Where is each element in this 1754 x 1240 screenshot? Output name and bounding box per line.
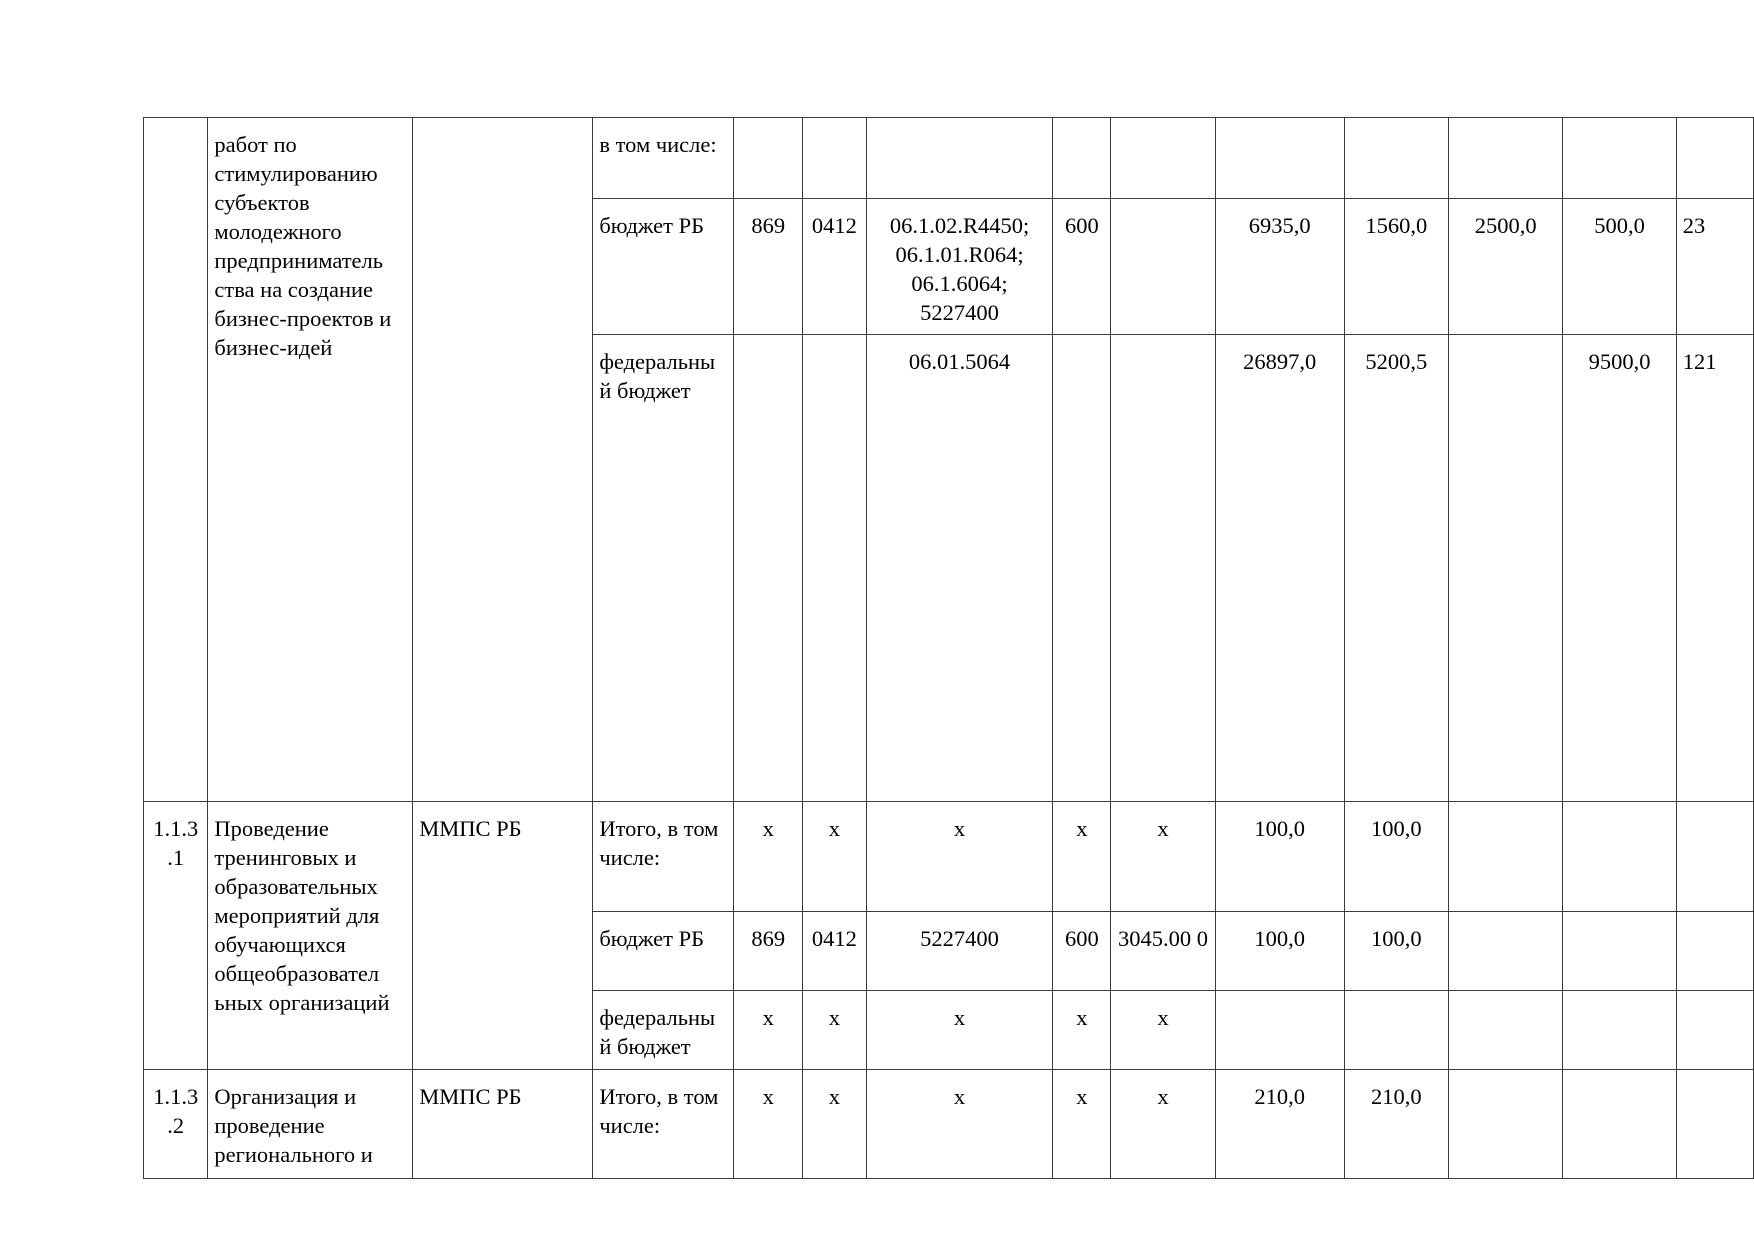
extra-code-cell <box>1111 118 1215 199</box>
vr-cell: x <box>1053 802 1111 912</box>
csr-cell: 5227400 <box>866 912 1053 991</box>
year4-cell: 23 <box>1676 199 1753 335</box>
year3-cell: 500,0 <box>1563 199 1676 335</box>
rz-cell: 0412 <box>803 199 866 335</box>
total-cell <box>1215 118 1344 199</box>
year3-cell <box>1563 1070 1676 1179</box>
extra-code-cell: 3045.00 0 <box>1111 912 1215 991</box>
year1-cell <box>1344 118 1448 199</box>
year1-cell: 1560,0 <box>1344 199 1448 335</box>
rz-cell: x <box>803 1070 866 1179</box>
grbs-cell <box>734 118 803 199</box>
rz-cell: x <box>803 802 866 912</box>
year1-cell: 210,0 <box>1344 1070 1448 1179</box>
year4-cell <box>1676 118 1753 199</box>
year3-cell <box>1563 912 1676 991</box>
funding-source: бюджет РБ <box>593 912 734 991</box>
year3-cell <box>1563 118 1676 199</box>
csr-cell: 06.1.02.R4450; 06.1.01.R064; 06.1.6064; 5227400 <box>866 199 1053 335</box>
extra-code-cell: x <box>1111 1070 1215 1179</box>
table-row <box>144 1070 1754 1179</box>
vr-cell: 600 <box>1053 912 1111 991</box>
funding-source: федеральны й бюджет <box>593 991 734 1070</box>
year2-cell <box>1448 912 1562 991</box>
funding-source: в том числе: <box>593 118 734 199</box>
year4-cell <box>1676 991 1753 1070</box>
csr-cell: x <box>866 1070 1053 1179</box>
item-executor <box>413 118 593 802</box>
extra-code-cell: x <box>1111 802 1215 912</box>
item-executor: ММПС РБ <box>413 802 593 1070</box>
year3-cell: 9500,0 <box>1563 335 1676 802</box>
year2-cell <box>1448 1070 1562 1179</box>
year3-cell <box>1563 991 1676 1070</box>
extra-code-cell: x <box>1111 991 1215 1070</box>
extra-code-cell <box>1111 335 1215 802</box>
total-cell: 100,0 <box>1215 912 1344 991</box>
vr-cell: 600 <box>1053 199 1111 335</box>
funding-source: федеральны й бюджет <box>593 335 734 802</box>
item-number <box>144 118 208 802</box>
grbs-cell: x <box>734 991 803 1070</box>
funding-source: Итого, в том числе: <box>593 1070 734 1179</box>
total-cell: 210,0 <box>1215 1070 1344 1179</box>
year4-cell <box>1676 912 1753 991</box>
csr-cell <box>866 118 1053 199</box>
csr-cell: 06.01.5064 <box>866 335 1053 802</box>
year1-cell: 5200,5 <box>1344 335 1448 802</box>
grbs-cell <box>734 335 803 802</box>
vr-cell <box>1053 118 1111 199</box>
grbs-cell: 869 <box>734 199 803 335</box>
year2-cell: 2500,0 <box>1448 199 1562 335</box>
total-cell: 6935,0 <box>1215 199 1344 335</box>
vr-cell: x <box>1053 1070 1111 1179</box>
rz-cell <box>803 118 866 199</box>
grbs-cell: x <box>734 802 803 912</box>
total-cell: 100,0 <box>1215 802 1344 912</box>
csr-cell: x <box>866 802 1053 912</box>
vr-cell: x <box>1053 991 1111 1070</box>
year2-cell <box>1448 802 1562 912</box>
table-row <box>144 118 1754 199</box>
year2-cell <box>1448 335 1562 802</box>
year1-cell <box>1344 991 1448 1070</box>
year1-cell: 100,0 <box>1344 802 1448 912</box>
total-cell <box>1215 991 1344 1070</box>
item-name: Организация и проведение регионального и <box>208 1070 413 1179</box>
year4-cell <box>1676 802 1753 912</box>
item-executor: ММПС РБ <box>413 1070 593 1179</box>
year2-cell <box>1448 118 1562 199</box>
rz-cell: x <box>803 991 866 1070</box>
item-number: 1.1.3 .1 <box>144 802 208 1070</box>
total-cell: 26897,0 <box>1215 335 1344 802</box>
item-name: Проведение тренинговых и образовательных мероприятий для обучающихся общеобразовател ьных организаций <box>208 802 413 1070</box>
year1-cell: 100,0 <box>1344 912 1448 991</box>
year4-cell <box>1676 1070 1753 1179</box>
csr-cell: x <box>866 991 1053 1070</box>
grbs-cell: 869 <box>734 912 803 991</box>
funding-source: Итого, в том числе: <box>593 802 734 912</box>
year4-cell: 121 <box>1676 335 1753 802</box>
grbs-cell: x <box>734 1070 803 1179</box>
budget-table <box>143 117 1754 1179</box>
rz-cell: 0412 <box>803 912 866 991</box>
rz-cell <box>803 335 866 802</box>
year3-cell <box>1563 802 1676 912</box>
year2-cell <box>1448 991 1562 1070</box>
funding-source: бюджет РБ <box>593 199 734 335</box>
item-number: 1.1.3 .2 <box>144 1070 208 1179</box>
extra-code-cell <box>1111 199 1215 335</box>
table-row <box>144 802 1754 912</box>
item-name: работ по стимулированию субъектов молодежного предприниматель ства на создание бизнес-проектов и бизнес-идей <box>208 118 413 802</box>
vr-cell <box>1053 335 1111 802</box>
